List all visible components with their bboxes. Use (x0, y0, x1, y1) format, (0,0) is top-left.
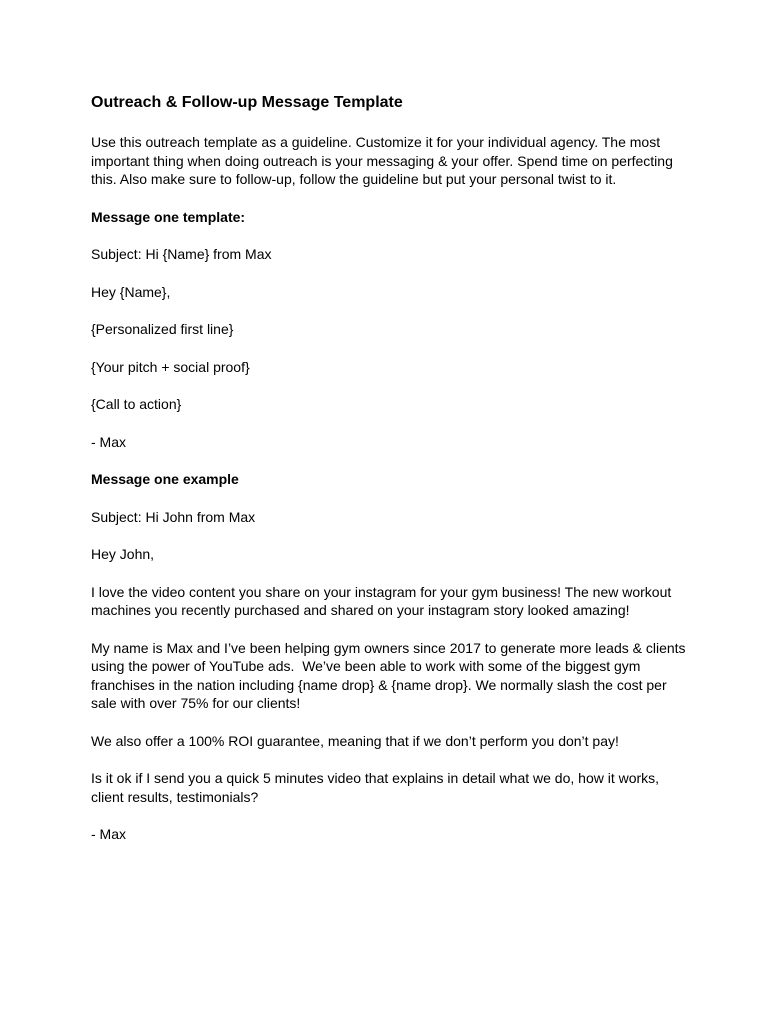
example-paragraph-4: Is it ok if I send you a quick 5 minutes video that explains in detail what we do, how it works, client results, testimonials? (91, 770, 663, 805)
template-call-to-action: {Call to action} (91, 396, 182, 412)
template-greeting: Hey {Name}, (91, 283, 171, 300)
template-heading: Message one template: (91, 208, 246, 225)
example-subject: Subject: Hi John from Max (91, 508, 256, 525)
template-signoff: - Max (91, 433, 126, 450)
example-signoff: - Max (91, 826, 126, 842)
example-paragraph-2: My name is Max and I’ve been helping gym owners since 2017 to generate more leads & clients using the power of YouTube ads. We’ve been able to work with some of the biggest gym franchises in the nation including {name drop} & {name drop}. We normally slash the cost per sale with over 75% for our clients! (91, 639, 690, 711)
example-heading: Message one example (91, 471, 239, 487)
document-title: Outreach & Follow-up Message Template (91, 94, 403, 111)
example-greeting: Hey John, (91, 546, 155, 562)
template-subject: Subject: Hi {Name} from Max (91, 246, 272, 262)
template-first-line: {Personalized first line} (91, 321, 234, 337)
intro-paragraph: Use this outreach template as a guideline. Customize it for your individual agency. The most important thing when doing outreach is your messaging & your offer. Spend time on perfecting this. Also make sure to follow-up, follow the guideline but put your personal twist to it. (91, 134, 677, 187)
example-paragraph-3: We also offer a 100% ROI guarantee, meaning that if we don’t perform you don’t pay! (91, 732, 619, 749)
example-paragraph-1: I love the video content you share on your instagram for your gym business! The new workout machines you recently purchased and shared on your instagram story looked amazing! (91, 583, 676, 618)
template-pitch: {Your pitch + social proof} (91, 358, 250, 375)
